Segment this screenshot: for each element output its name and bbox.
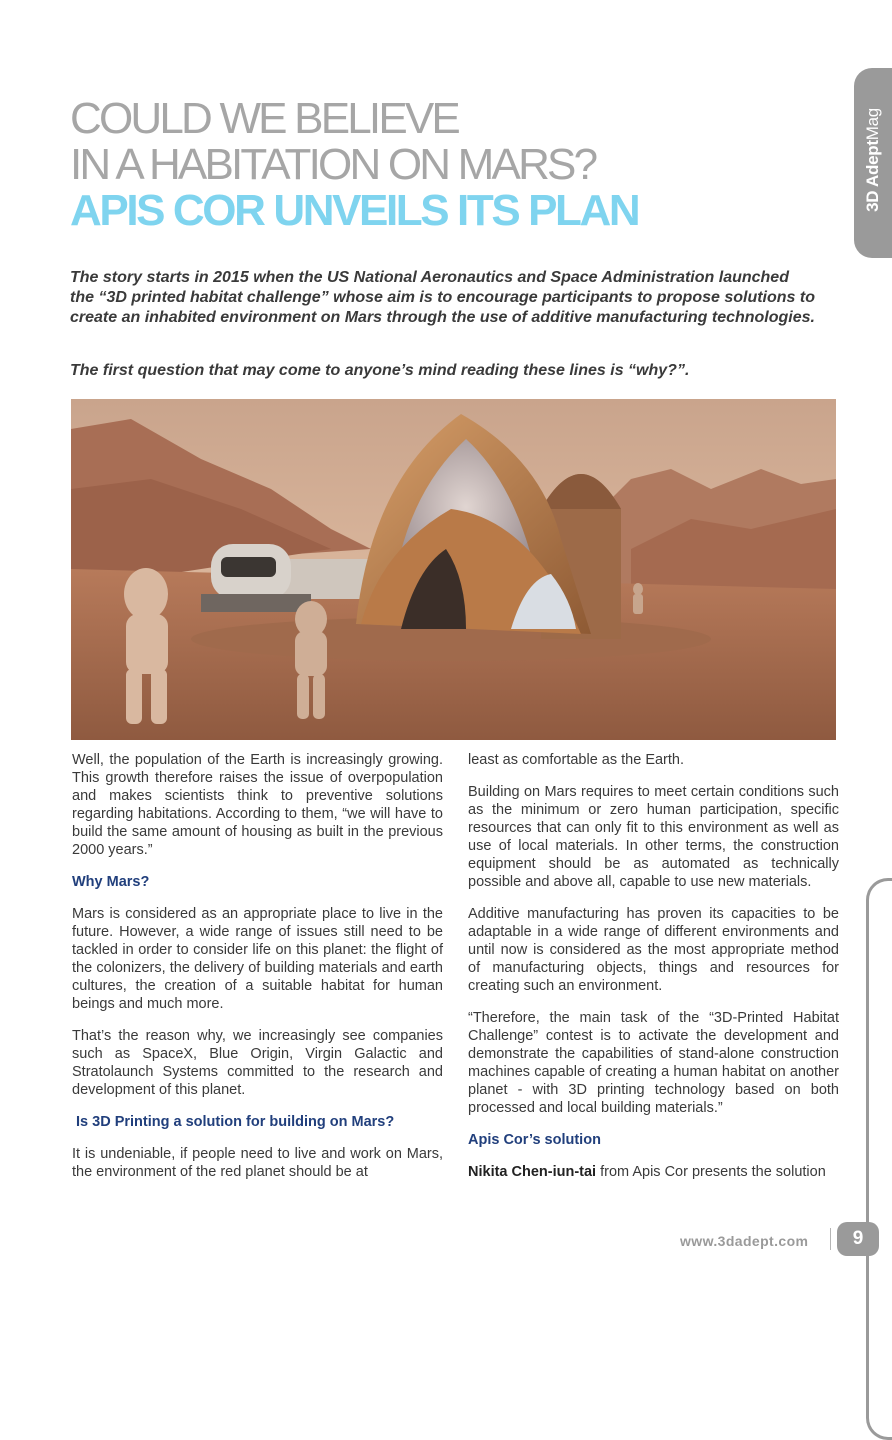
- section-heading-apis-cor: Apis Cor’s solution: [468, 1132, 601, 1148]
- section-heading-why-mars: Why Mars?: [72, 874, 150, 890]
- paragraph: Additive manufacturing has proven its capacities to be adaptable in a wide range of different environments and until now is considered as the most appropriate method of manufacturing objects, things and resources for creating such an environment.: [468, 906, 839, 994]
- side-bracket-decoration: [866, 878, 892, 1440]
- left-column: [72, 751, 443, 1195]
- page-number: 9: [837, 1222, 879, 1256]
- paragraph: It is undeniable, if people need to live and work on Mars, the environment of the red planet should be at: [72, 1146, 443, 1180]
- paragraph: That’s the reason why, we increasingly see companies such as SpaceX, Blue Origin, Virgin Galactic and Stratolaunch Systems committed to the research and development of this planet.: [72, 1028, 443, 1098]
- lead-paragraph: The story starts in 2015 when the US National Aeronautics and Space Administration launched the “3D printed habitat challenge” whose aim is to encourage participants to propose solutions to create an inhabited environment on Mars through the use of additive manufacturing technologies.: [70, 269, 815, 326]
- paragraph: Building on Mars requires to meet certain conditions such as the minimum or zero human participation, specific resources that can only fit to this environment as well as use of local materials. In other terms, the construction equipment should be as automated as technically possible and above all, capable to use new materials.: [468, 784, 839, 890]
- right-column: [468, 751, 839, 1195]
- footer-url[interactable]: www.3dadept.com: [680, 1233, 809, 1249]
- person-name: Nikita Chen-iun-tai: [468, 1164, 597, 1180]
- article-title: [70, 96, 638, 234]
- title-line-2: IN A HABITATION ON MARS?: [70, 140, 596, 189]
- lead-question: The first question that may come to anyone’s mind reading these lines is “why?”.: [70, 362, 690, 379]
- paragraph: Mars is considered as an appropriate place to live in the future. However, a wide range of issues still need to be tackled in order to consider life on this planet: the flight of the colonizers, the delivery of building materials and earth cultures, the creation of a suitable habitat for human beings and much more.: [72, 906, 443, 1012]
- footer-divider: [830, 1228, 831, 1250]
- title-line-3: APIS COR UNVEILS ITS PLAN: [70, 186, 639, 235]
- magazine-name: 3D AdeptMag: [863, 108, 882, 212]
- paragraph: least as comfortable as the Earth.: [468, 752, 684, 768]
- section-heading-3d-printing: Is 3D Printing a solution for building on Mars?: [72, 1114, 395, 1130]
- paragraph: “Therefore, the main task of the “3D-Printed Habitat Challenge” contest is to activate the development and demonstrate the capabilities of stand-alone construction machines capable of creating a human habitat on another planet - with 3D printing technology based on both processed and local building materials.”: [468, 1010, 839, 1116]
- mars-habitat-illustration: [71, 399, 836, 740]
- paragraph: Nikita Chen-iun-tai from Apis Cor presents the solution: [468, 1164, 826, 1180]
- paragraph: Well, the population of the Earth is increasingly growing. This growth therefore raises the issue of overpopulation and makes scientists think to preventive solutions regarding habitations. According to them, “we will have to build the same amount of housing as built in the previous 2000 years.”: [72, 752, 443, 858]
- title-line-1: COULD WE BELIEVE: [70, 94, 458, 143]
